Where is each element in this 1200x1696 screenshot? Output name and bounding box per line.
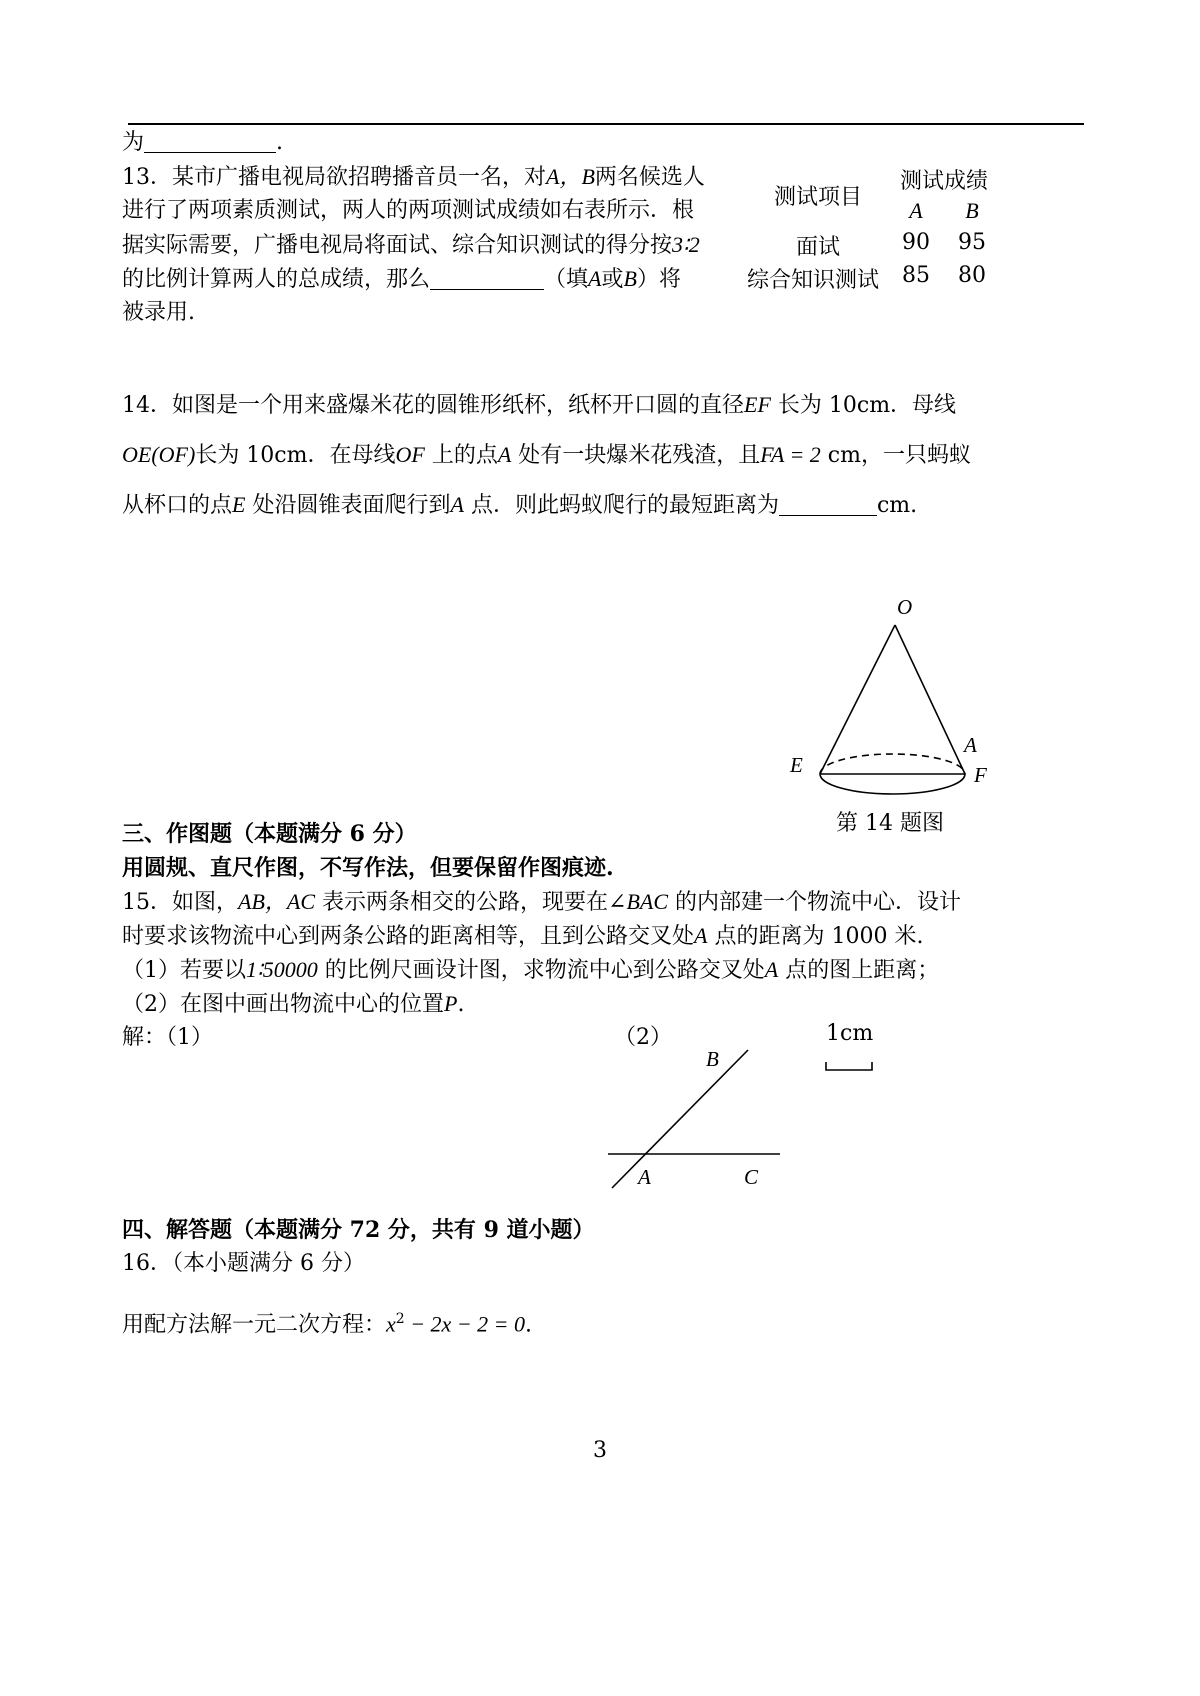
- q13-line-5: 被录用.: [122, 300, 195, 325]
- row-score-a: 90: [902, 230, 930, 255]
- row-score-b: 80: [958, 263, 986, 288]
- scale-label: 1cm: [826, 1021, 874, 1046]
- label-a: A: [638, 1165, 651, 1189]
- cone-base-front: [820, 774, 965, 794]
- q14-line-3: 从杯口的点E 处沿圆锥表面爬行到A 点．则此蚂蚁爬行的最短距离为 cm.: [122, 492, 918, 518]
- q15-line-1: 15．如图，AB，AC 表示两条相交的公路，现要在∠BAC 的内部建一个物流中心．设计: [122, 889, 962, 915]
- page-number: 3: [593, 1438, 607, 1463]
- row-item: 综合知识测试: [746, 268, 879, 293]
- section-3-instruction: 用圆规、直尺作图，不写作法，但要保留作图痕迹.: [122, 855, 614, 881]
- q16-text: 用配方法解一元二次方程：$x^2 - 2x - 2 = 0$.: [122, 1311, 533, 1338]
- q13-line-1: 13．某市广播电视局欲招聘播音员一名，对A，B两名候选人: [122, 164, 705, 190]
- label-c: C: [744, 1165, 759, 1189]
- q14-line-1: 14．如图是一个用来盛爆米花的圆锥形纸杯，纸杯开口圆的直径EF 长为 10cm．母线: [122, 392, 957, 418]
- cone-figure: [770, 590, 1030, 810]
- q13-line-2: 进行了两项素质测试，两人的两项测试成绩如右表所示．根: [122, 198, 695, 223]
- label-a: A: [964, 733, 977, 757]
- col-header-item: 测试项目: [773, 185, 862, 210]
- label-o: O: [897, 595, 913, 619]
- q15-line-3: （1）若要以1∶50000 的比例尺画设计图，求物流中心到公路交叉处A 点的图上距离；: [122, 957, 940, 983]
- sub-header-a: A: [909, 198, 923, 223]
- section-4-title: 四、解答题（本题满分 72 分，共有 9 道小题）: [122, 1217, 595, 1243]
- part-2-label: （2）: [614, 1025, 672, 1050]
- q13-line-4: 的比例计算两人的总成绩，那么 （填A或B）将: [122, 266, 681, 292]
- figure-caption: 第 14 题图: [836, 811, 944, 836]
- answer-blank[interactable]: [779, 493, 877, 516]
- q13-line-3: 据实际需要，广播电视局将面试、综合知识测试的得分按3∶2: [122, 232, 700, 258]
- q15-line-2: 时要求该物流中心到两条公路的距离相等，且到公路交叉处A 点的距离为 1000 米.: [122, 923, 924, 949]
- roads-figure: [600, 1040, 900, 1200]
- answer-blank[interactable]: [144, 130, 276, 153]
- cone-base-back: [820, 754, 965, 774]
- q12-tail: 为 .: [122, 130, 284, 155]
- answer-label: 解：（1）: [122, 1025, 213, 1050]
- q16-header: 16．（本小题满分 6 分）: [122, 1251, 365, 1276]
- scale-bar: [826, 1062, 872, 1070]
- row-score-a: 85: [902, 263, 930, 288]
- label-e: E: [790, 753, 803, 777]
- label-f: F: [974, 763, 987, 787]
- section-3-title: 三、作图题（本题满分 6 分）: [122, 821, 417, 847]
- q15-line-4: （2）在图中画出物流中心的位置P.: [122, 991, 465, 1017]
- q14-line-2: OE(OF)长为 10cm．在母线OF 上的点A 处有一块爆米花残渣，且FA = 2 cm，一只蚂蚁: [122, 442, 971, 468]
- header-rule: [128, 123, 1084, 125]
- label-b: B: [706, 1047, 719, 1071]
- road-ab: [612, 1050, 748, 1188]
- sub-header-b: B: [965, 198, 979, 223]
- answer-blank[interactable]: [430, 267, 544, 290]
- cone-generatrix-oe: [820, 625, 895, 774]
- col-header-score: 测试成绩: [899, 169, 988, 194]
- row-item: 面试: [795, 235, 840, 260]
- row-score-b: 95: [958, 230, 986, 255]
- cone-generatrix-of: [895, 625, 965, 774]
